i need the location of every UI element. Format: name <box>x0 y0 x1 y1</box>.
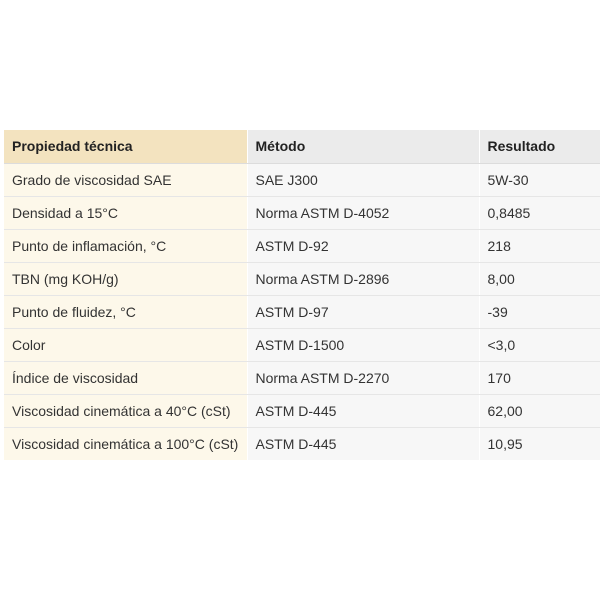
technical-properties-table <box>4 130 600 460</box>
table-row <box>4 427 600 460</box>
table-row <box>4 361 600 394</box>
result-cell: 62,00 <box>479 394 600 427</box>
table-row <box>4 229 600 262</box>
table-header-row <box>4 130 600 163</box>
property-cell: Color <box>4 328 247 361</box>
property-cell: Densidad a 15°C <box>4 196 247 229</box>
header-result: Resultado <box>479 130 600 163</box>
result-cell: 10,95 <box>479 427 600 460</box>
result-cell: 5W-30 <box>479 163 600 196</box>
method-cell: ASTM D-445 <box>247 427 479 460</box>
method-cell: Norma ASTM D-4052 <box>247 196 479 229</box>
result-cell: 170 <box>479 361 600 394</box>
table-row <box>4 295 600 328</box>
property-cell: Viscosidad cinemática a 100°C (cSt) <box>4 427 247 460</box>
result-cell: <3,0 <box>479 328 600 361</box>
property-cell: Punto de fluidez, °C <box>4 295 247 328</box>
header-method: Método <box>247 130 479 163</box>
property-cell: Viscosidad cinemática a 40°C (cSt) <box>4 394 247 427</box>
result-cell: -39 <box>479 295 600 328</box>
result-cell: 8,00 <box>479 262 600 295</box>
method-cell: Norma ASTM D-2896 <box>247 262 479 295</box>
property-cell: Punto de inflamación, °C <box>4 229 247 262</box>
property-cell: Índice de viscosidad <box>4 361 247 394</box>
header-property: Propiedad técnica <box>4 130 247 163</box>
property-cell: TBN (mg KOH/g) <box>4 262 247 295</box>
table-row <box>4 328 600 361</box>
table-row <box>4 394 600 427</box>
result-cell: 0,8485 <box>479 196 600 229</box>
method-cell: ASTM D-445 <box>247 394 479 427</box>
method-cell: SAE J300 <box>247 163 479 196</box>
method-cell: ASTM D-92 <box>247 229 479 262</box>
table-row <box>4 196 600 229</box>
result-cell: 218 <box>479 229 600 262</box>
table-row <box>4 262 600 295</box>
method-cell: ASTM D-97 <box>247 295 479 328</box>
property-cell: Grado de viscosidad SAE <box>4 163 247 196</box>
table-row <box>4 163 600 196</box>
method-cell: Norma ASTM D-2270 <box>247 361 479 394</box>
method-cell: ASTM D-1500 <box>247 328 479 361</box>
